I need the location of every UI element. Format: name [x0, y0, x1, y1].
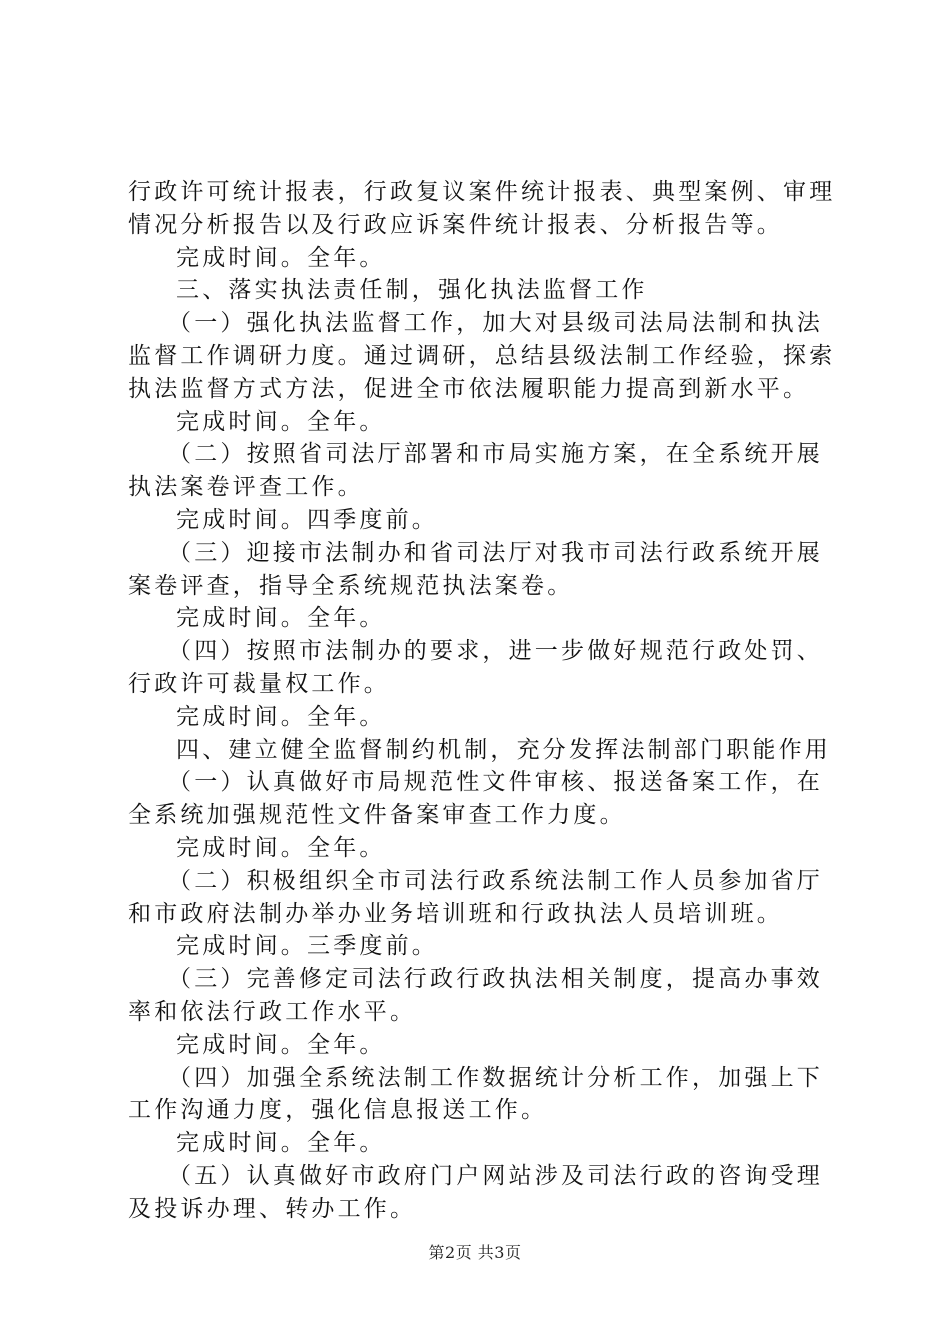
- section-heading: 四、建立健全监督制约机制，充分发挥法制部门职能作用: [176, 736, 831, 763]
- item-line: （二）按照省司法厅部署和市局实施方案，在全系统开展: [168, 441, 823, 468]
- text-line: 率和依法行政工作水平。: [128, 998, 417, 1025]
- completion-time-line: 完成时间。全年。: [176, 1031, 386, 1058]
- text-line: 监督工作调研力度。通过调研，总结县级法制工作经验，探索: [128, 342, 836, 369]
- completion-time-line: 完成时间。四季度前。: [176, 506, 438, 533]
- completion-time-line: 完成时间。全年。: [176, 605, 386, 632]
- completion-time-line: 完成时间。全年。: [176, 834, 386, 861]
- text-line: 情况分析报告以及行政应诉案件统计报表、分析报告等。: [128, 211, 783, 238]
- item-line: （四）按照市法制办的要求，进一步做好规范行政处罚、: [168, 638, 823, 665]
- item-line: （五）认真做好市政府门户网站涉及司法行政的咨询受理: [168, 1162, 823, 1189]
- item-line: （二）积极组织全市司法行政系统法制工作人员参加省厅: [168, 867, 823, 894]
- text-line: 执法监督方式方法，促进全市依法履职能力提高到新水平。: [128, 375, 810, 402]
- document-text: [128, 176, 836, 1226]
- completion-time-line: 完成时间。全年。: [176, 1130, 386, 1157]
- completion-time-line: 完成时间。全年。: [176, 244, 386, 271]
- item-line: （一）强化执法监督工作，加大对县级司法局法制和执法: [168, 310, 823, 337]
- text-line: 执法案卷评查工作。: [128, 474, 364, 501]
- item-line: （三）迎接市法制办和省司法厅对我市司法行政系统开展: [168, 539, 823, 566]
- text-line: 全系统加强规范性文件备案审查工作力度。: [128, 802, 626, 829]
- item-line: （一）认真做好市局规范性文件审核、报送备案工作，在: [168, 769, 823, 796]
- text-line: 案卷评查，指导全系统规范执法案卷。: [128, 572, 574, 599]
- completion-time-line: 完成时间。三季度前。: [176, 933, 438, 960]
- section-heading: 三、落实执法责任制，强化执法监督工作: [176, 277, 648, 304]
- item-line: （四）加强全系统法制工作数据统计分析工作，加强上下: [168, 1064, 823, 1091]
- document-body: [128, 176, 836, 1226]
- text-line: 和市政府法制办举办业务培训班和行政执法人员培训班。: [128, 900, 783, 927]
- text-line: 工作沟通力度，强化信息报送工作。: [128, 1097, 548, 1124]
- completion-time-line: 完成时间。全年。: [176, 408, 386, 435]
- completion-time-line: 完成时间。全年。: [176, 703, 386, 730]
- page-number-footer: 第2页 共3页: [428, 1243, 522, 1262]
- text-line: 行政许可统计报表，行政复议案件统计报表、典型案例、审理: [128, 179, 836, 205]
- item-line: （三）完善修定司法行政行政执法相关制度，提高办事效: [168, 966, 823, 993]
- text-line: 及投诉办理、转办工作。: [128, 1195, 417, 1222]
- text-line: 行政许可裁量权工作。: [128, 670, 390, 697]
